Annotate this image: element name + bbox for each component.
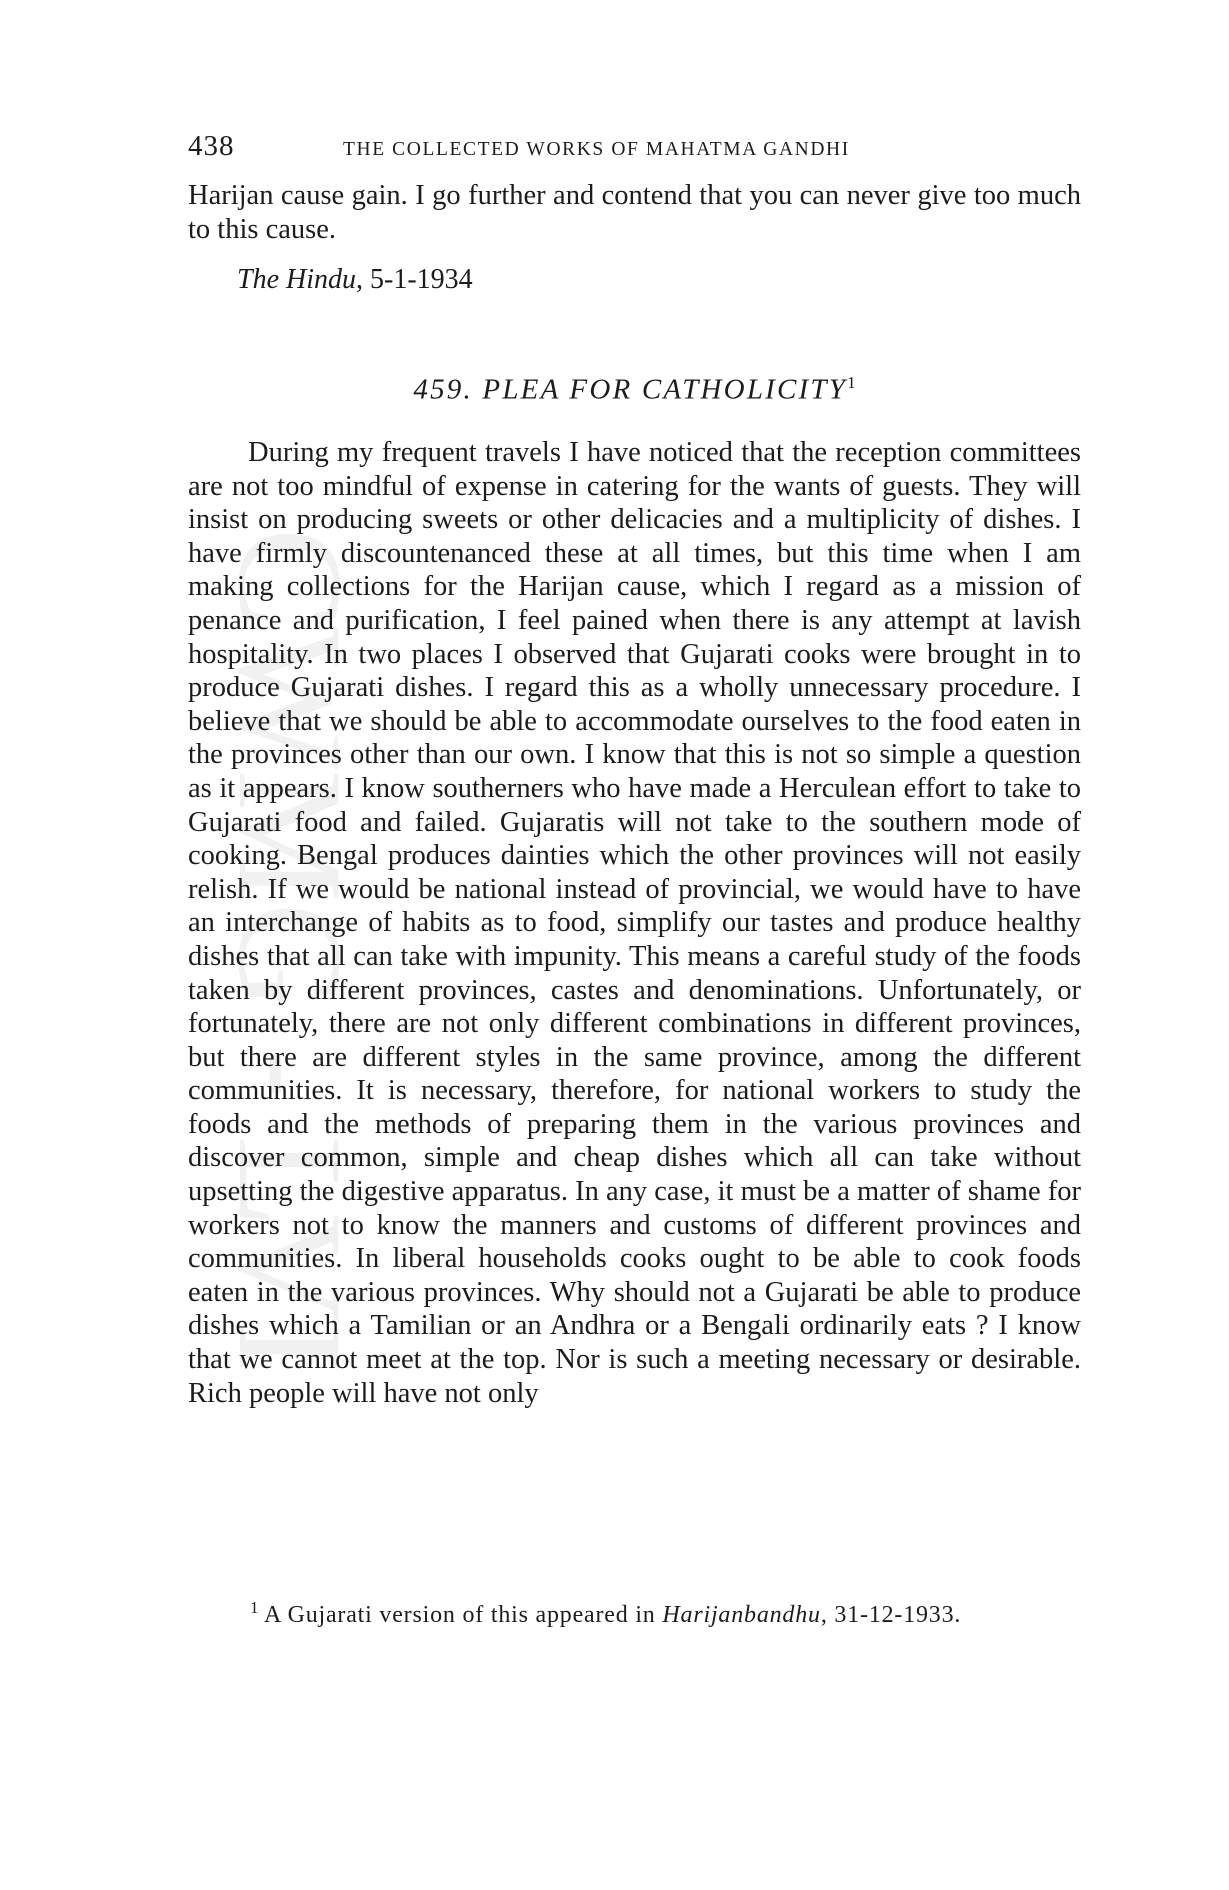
watermark-text: CWMG - LVI xyxy=(207,527,373,1373)
section-title xyxy=(188,373,1081,407)
running-title: THE COLLECTED WORKS OF MAHATMA GANDHI xyxy=(343,139,850,160)
section-heading: 459. PLEA FOR CATHOLICITY xyxy=(413,373,848,406)
footnote xyxy=(250,1598,961,1629)
continuation-paragraph: Harijan cause gain. I go further and contend that you can never give too much to this cause. xyxy=(188,180,1081,245)
footnote-text-after: , 31-12-1933. xyxy=(820,1602,962,1628)
footnote-marker: 1 xyxy=(250,1598,259,1617)
body-paragraph: During my frequent travels I have noticed that the reception committees are not too mindful of expense in catering for the wants of guests. They will insist on producing sweets or other delicacies and a multiplicity of dishes. I have firmly discountenanced these at all times, but this time when I am making collections for the Harijan cause, which I regard as a mission of penance and purification, I feel pained when there is any attempt at lavish hospitality. In two places I observed that Gujarati cooks were brought in to produce Gujarati dishes. I regard this as a wholly unnecessary procedure. I believe that we should be able to accommodate ourselves to the food eaten in the provinces other than our own. I know that this is not so simple a question as it appears. I know southerners who have made a Herculean effort to take to Gujarati food and failed. Gujaratis will not take to the southern mode of cooking. Bengal produces dainties which the other provinces will not easily relish. If we would be national instead of provincial, we would have to have an interchange of habits as to food, simplify our tastes and produce healthy dishes that all can take with impunity. This means a careful study of the foods taken by different provinces, castes and denominations. Unfortunately, or fortunately, there are not only different combinations in different provinces, but there are different styles in the same province, among the different communities. It is necessary, therefore, for national workers to study the foods and the methods of preparing them in the various provinces and discover common, simple and cheap dishes which all can take without upsetting the digestive apparatus. In any case, it must be a matter of shame for workers not to know the manners and customs of different provinces and communities. In liberal households cooks ought to be able to cook foods eaten in the various provinces. Why should not a Gujarati be able to produce dishes which a Tamilian or an Andhra or a Bengali ordinarily eats ? I know that we cannot meet at the top. Nor is such a meeting necessary or desirable. Rich people will have not only xyxy=(188,437,1081,1409)
citation-source: The Hindu xyxy=(237,264,356,295)
footnote-reference: 1 xyxy=(847,373,856,392)
footnote-source: Harijanbandhu xyxy=(662,1602,821,1628)
footnote-text-before: A Gujarati version of this appeared in xyxy=(258,1602,663,1628)
citation xyxy=(237,264,473,296)
page-header xyxy=(188,130,1088,170)
citation-date: , 5-1-1934 xyxy=(356,264,473,295)
page-number: 438 xyxy=(188,130,235,162)
